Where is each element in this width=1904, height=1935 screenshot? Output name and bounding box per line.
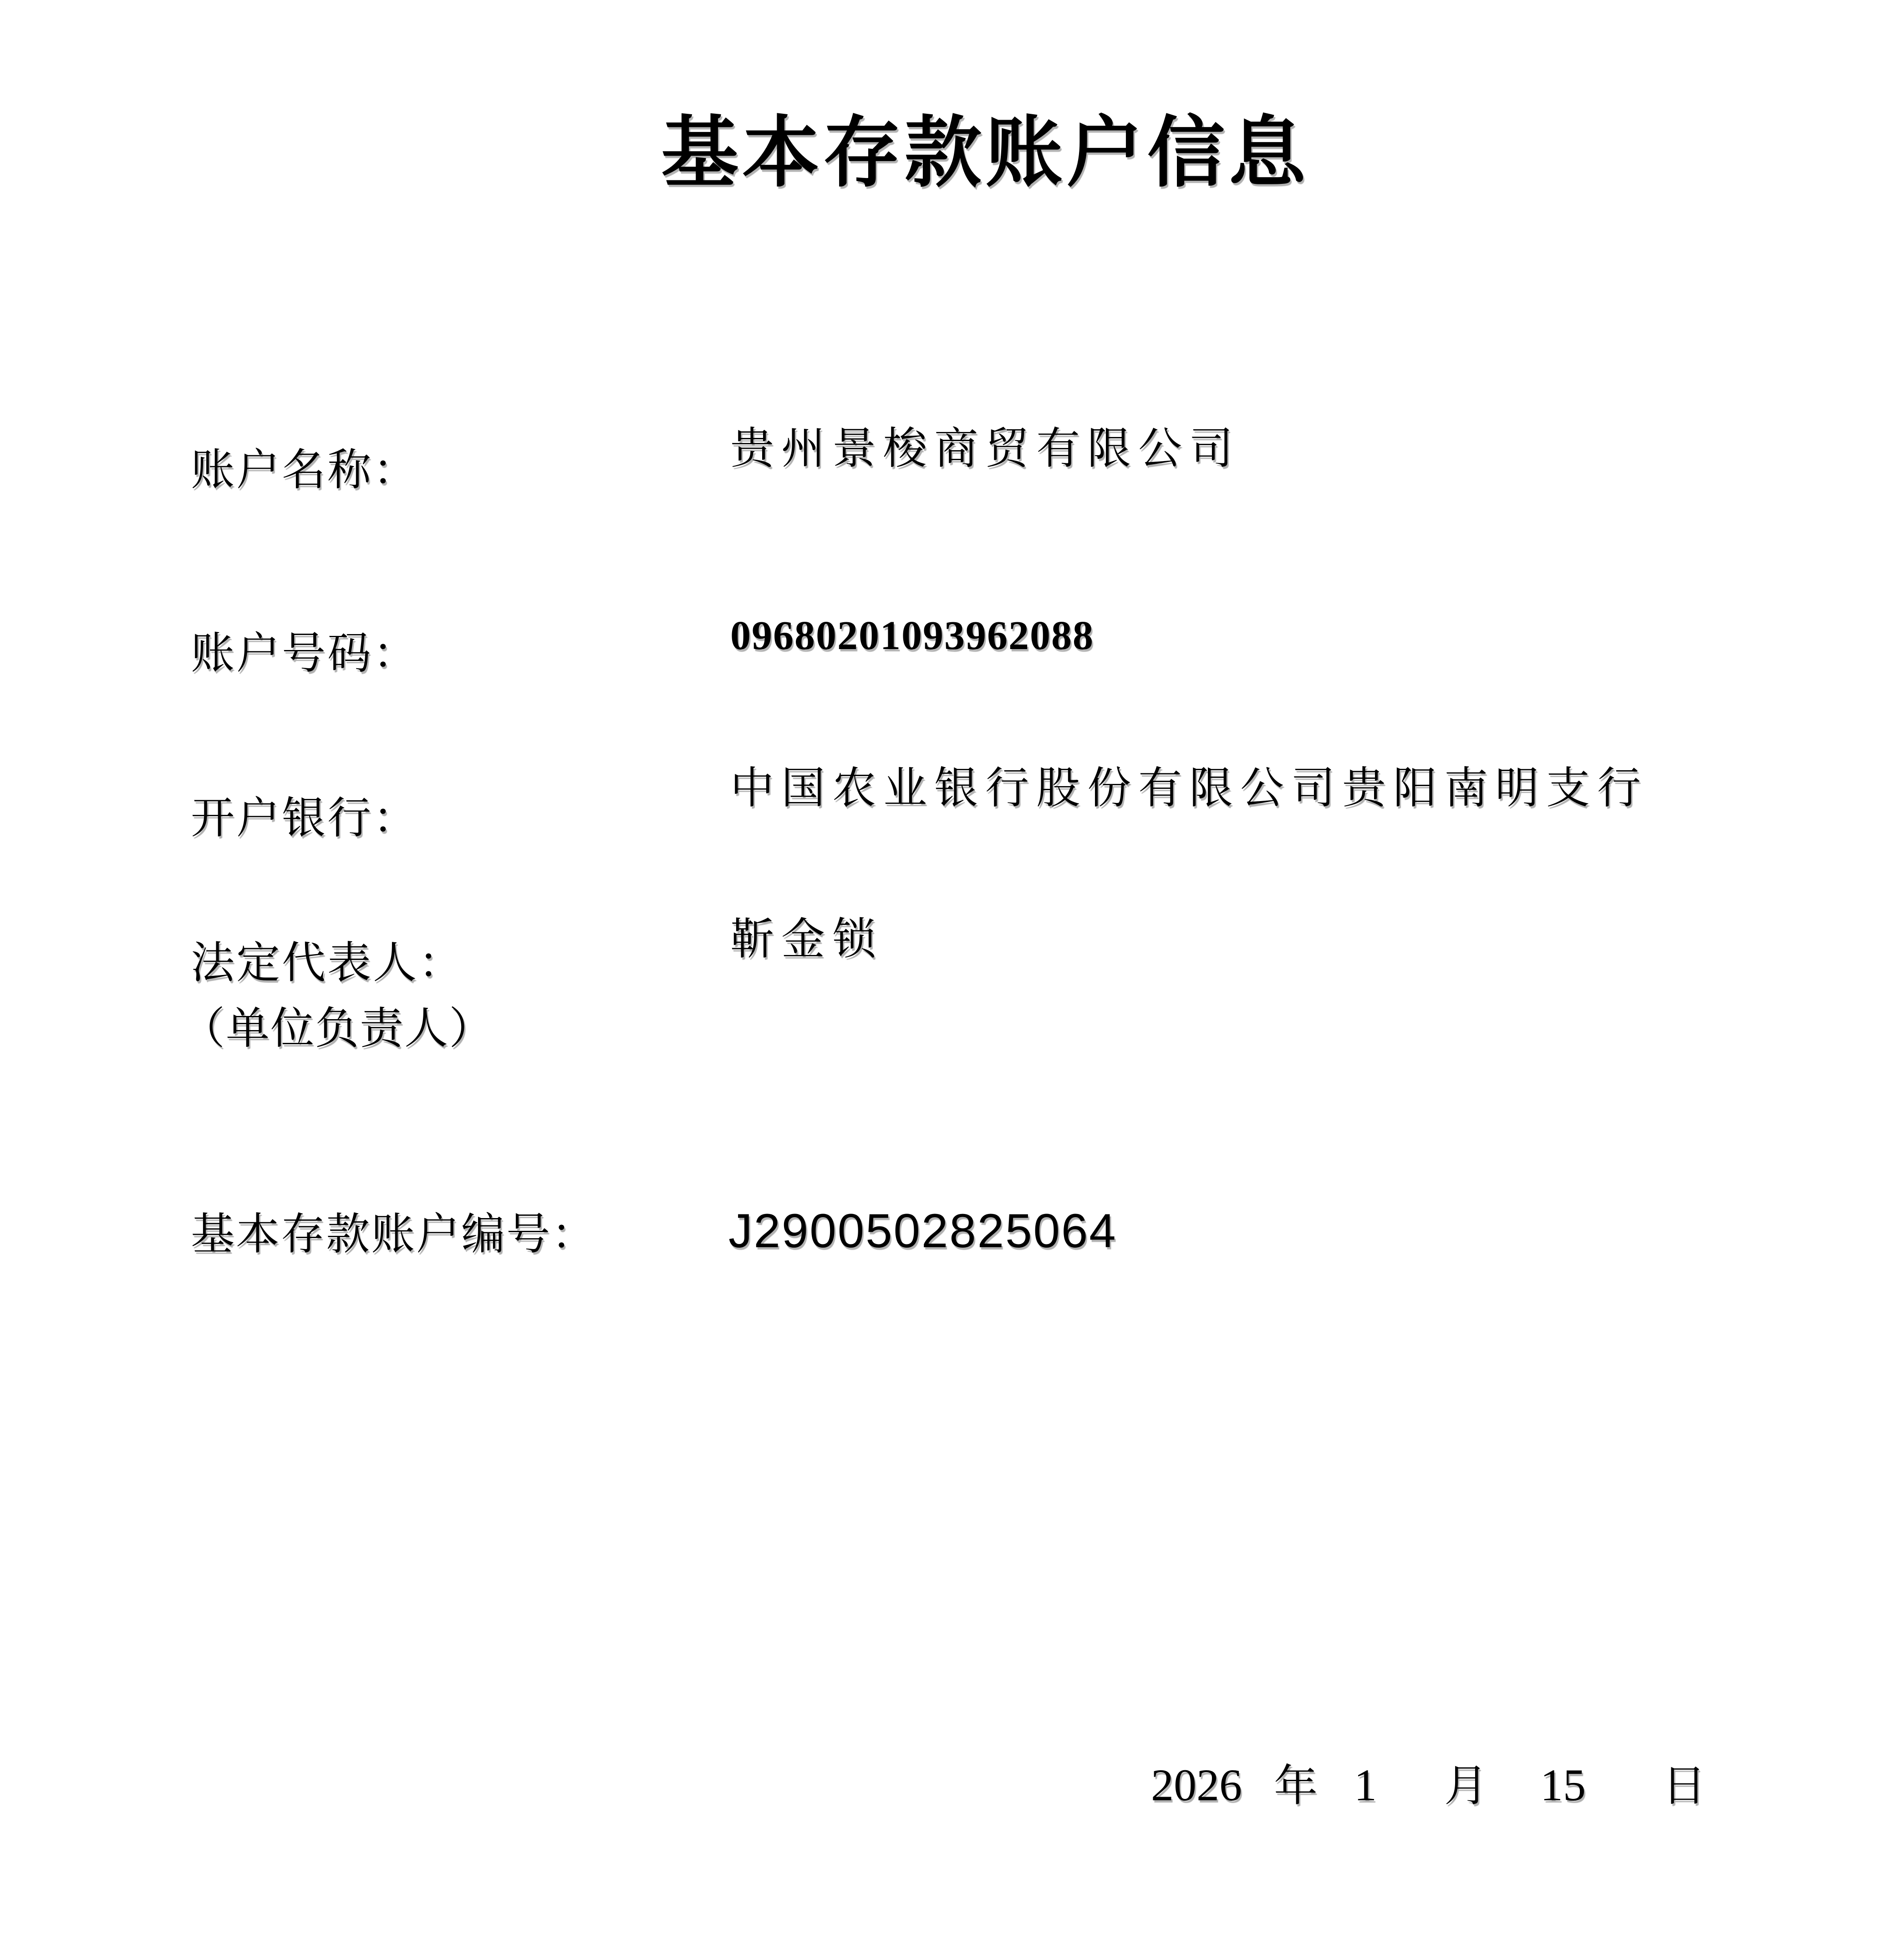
date-year-unit: 年 xyxy=(1274,1762,1318,1810)
legal-representative-label: 法定代表人： xyxy=(191,939,464,987)
document-title: 基本存款账户信息 xyxy=(661,111,1310,196)
date-day: 15 xyxy=(1540,1760,1586,1810)
date-day-unit: 日 xyxy=(1662,1762,1706,1810)
issue-date xyxy=(1151,1762,1706,1808)
date-month-unit: 月 xyxy=(1444,1762,1488,1810)
opening-bank-value: 中国农业银行股份有限公司贵阳南明支行 xyxy=(730,764,1648,813)
basic-deposit-account-code-value: J2900502825064 xyxy=(728,1204,1117,1258)
opening-bank-label: 开户银行： xyxy=(191,794,418,843)
legal-representative-value: 靳金锁 xyxy=(730,915,883,964)
date-month: 1 xyxy=(1354,1760,1377,1810)
basic-deposit-account-code-label: 基本存款账户编号： xyxy=(191,1210,596,1259)
account-number-value: 09680201093962088 xyxy=(730,613,1094,658)
unit-responsible-person-sublabel: （单位负责人） xyxy=(181,1004,494,1053)
date-year: 2026 xyxy=(1151,1760,1242,1810)
account-name-value: 贵州景梭商贸有限公司 xyxy=(730,424,1240,473)
account-name-label: 账户名称： xyxy=(191,446,418,494)
account-number-label: 账户号码： xyxy=(191,629,418,678)
